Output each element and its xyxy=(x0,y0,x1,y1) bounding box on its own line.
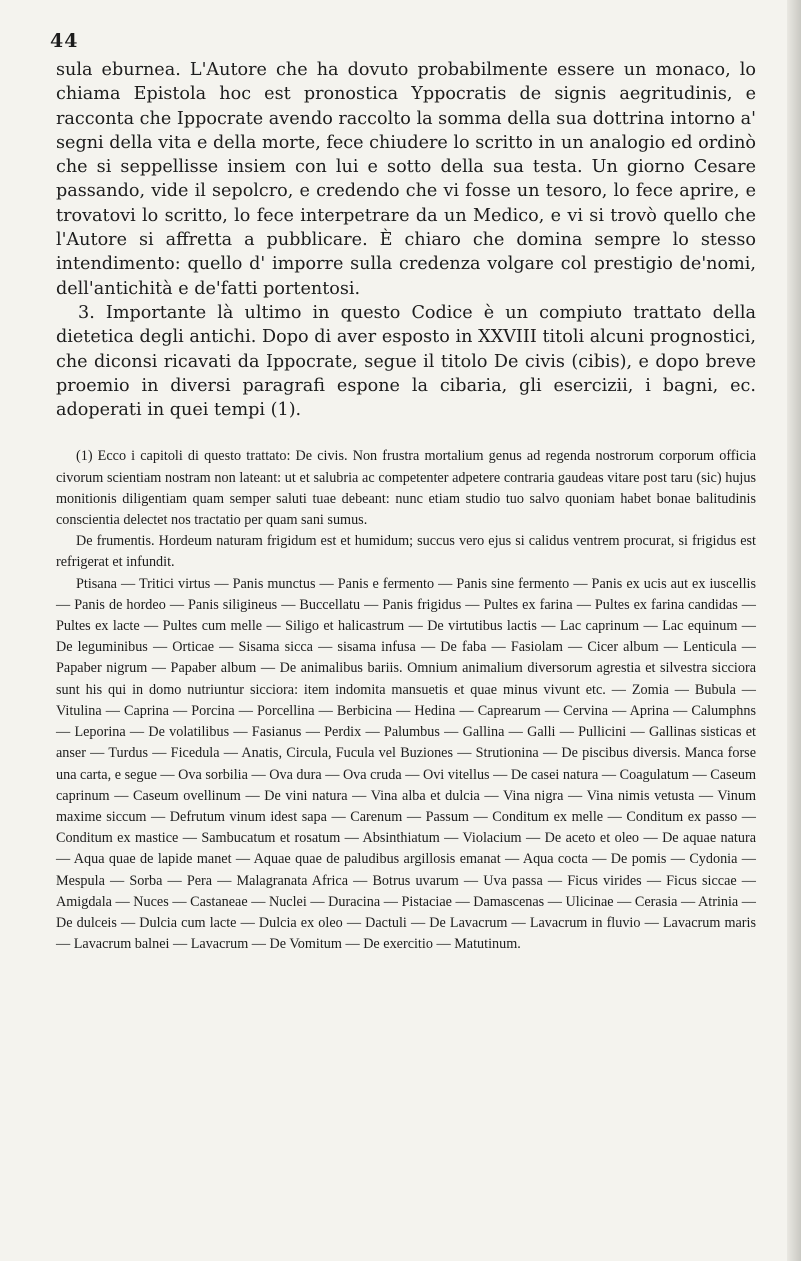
binding-edge xyxy=(787,0,801,1261)
footnote xyxy=(56,446,756,955)
page-number: 44 xyxy=(50,30,79,52)
footnote-chapter-list: Ptisana — Tritici virtus — Panis munctus — Panis e fermento — Panis sine fermento — Panis ex ucis aut ex iuscellis — Panis de hordeo — Panis siligineus — Buccellatu — Panis frigidus — Pultes ex farina — Pultes ex farina candidas — Pultes ex lacte — Pultes cum melle — Siligo et halicastrum — De virtutibus lactis — Lac caprinum — Lac equinum — De leguminibus — Orticae — Sisama sicca — sisama infusa — De faba — Fasiolam — Cicer album — Lenticula — Papaber nigrum — Papaber album — De animalibus bariis. Omnium animalium diversorum agrestia et silvestra sicciora sunt his qui in domo nutriuntur sicciora: item indomita mansuetis et quae minus vivunt etc. — Zomia — Bubula — Vitulina — Caprina — Porcina — Porcellina — Berbicina — Hedina — Caprearum — Cervina — Aprina — Calumphns — Leporina — De volatilibus — Fasianus — Perdix — Palumbus — Gallina — Galli — Pullicini — Gallinas sisticas et anser — Turdus — Ficedula — Anatis, Circula, Fucula vel Buziones — Strutionina — De piscibus diversis. Manca forse una carta, e segue — Ova sorbilia — Ova dura — Ova cruda — Ovi vitellus — De casei natura — Coagulatum — Caseum caprinum — Caseum ovellinum — De vini natura — Vina alba et dulcia — Vina nigra — Vina nimis vetusta — Vinum maxime siccum — Defrutum vinum idest sapa — Carenum — Passum — Conditum ex melle — Conditum ex passo — Conditum ex mastice — Sambucatum et rosatum — Absinthiatum — Violacium — De aceto et oleo — De aquae natura — Aqua quae de lapide manet — Aquae quae de paludibus argillosis emanat — Aqua cocta — De pomis — Cydonia — Mespula — Sorba — Pera — Malagranata Africa — Botrus uvarum — Uva passa — Ficus virides — Ficus siccae — Amigdala — Nuces — Castaneae — Nuclei — Duracina — Pistaciae — Damascenas — Ulicinae — Cerasia — Atrinia — De dulceis — Dulcia cum lacte — Dulcia ex oleo — Dactuli — De Lavacrum — Lavacrum in fluvio — Lavacrum maris — Lavacrum balnei — Lavacrum — De Vomitum — De exercitio — Matutinum. xyxy=(56,575,756,953)
footnote-frumentis: De frumentis. Hordeum naturam frigidum est et humidum; succus vero ejus si calidus ventrem procurat, si frigidus est refrigerat et infundit. xyxy=(56,533,756,571)
footnote-chapters-intro: (1) Ecco i capitoli di questo trattato: De civis. Non frustra mortalium genus ad regenda nostrorum corporum officia civorum scientiam nostram non lateant: ut et salubria ac competenter adpetere contraria gaudeas vitare post taru (sic) hujus monitionis diligentiam quam semper saluti tuae debeant: nunc etiam studio tuo salvo quoniam habet bonae balitudinis conscientia delectet nos tractatio per quam sani sumus. xyxy=(56,448,756,529)
main-text xyxy=(56,58,756,422)
book-page xyxy=(50,30,757,955)
paragraph-hippocrates-epistle: sula eburnea. L'Autore che ha dovuto probabilmente essere un monaco, lo chiama Epistola hoc est pronostica Yppocratis de signis aegritudinis, e racconta che Ippocrate avendo raccolto la somma della sua dottrina intorno a' segni della vita e della morte, fece chiudere lo scritto in un analogio ed ordinò che si seppellisse insiem con lui e sotto della sua testa. Un giorno Cesare passando, vide il sepolcro, e credendo che vi fosse un tesoro, lo fece aprire, e trovatovi lo scritto, lo fece interpetrare da un Medico, e vi si trovò quello che l'Autore si affretta a pubblicare. È chiaro che domina sempre lo stesso intendimento: quello d' imporre sulla credenza volgare col prestigio de'nomi, dell'antichità e de'fatti portentosi. xyxy=(56,60,757,299)
paragraph-dietetics-treatise: 3. Importante là ultimo in questo Codice è un compiuto trattato della dietetica degli antichi. Dopo di aver esposto in XXVIII titoli alcuni prognostici, che diconsi ricavati da Ippocrate, segue il titolo De civis (cibis), e dopo breve proemio in diversi paragrafi espone la cibaria, gli esercizii, i bagni, ec. adoperati in quei tempi (1). xyxy=(56,302,756,421)
